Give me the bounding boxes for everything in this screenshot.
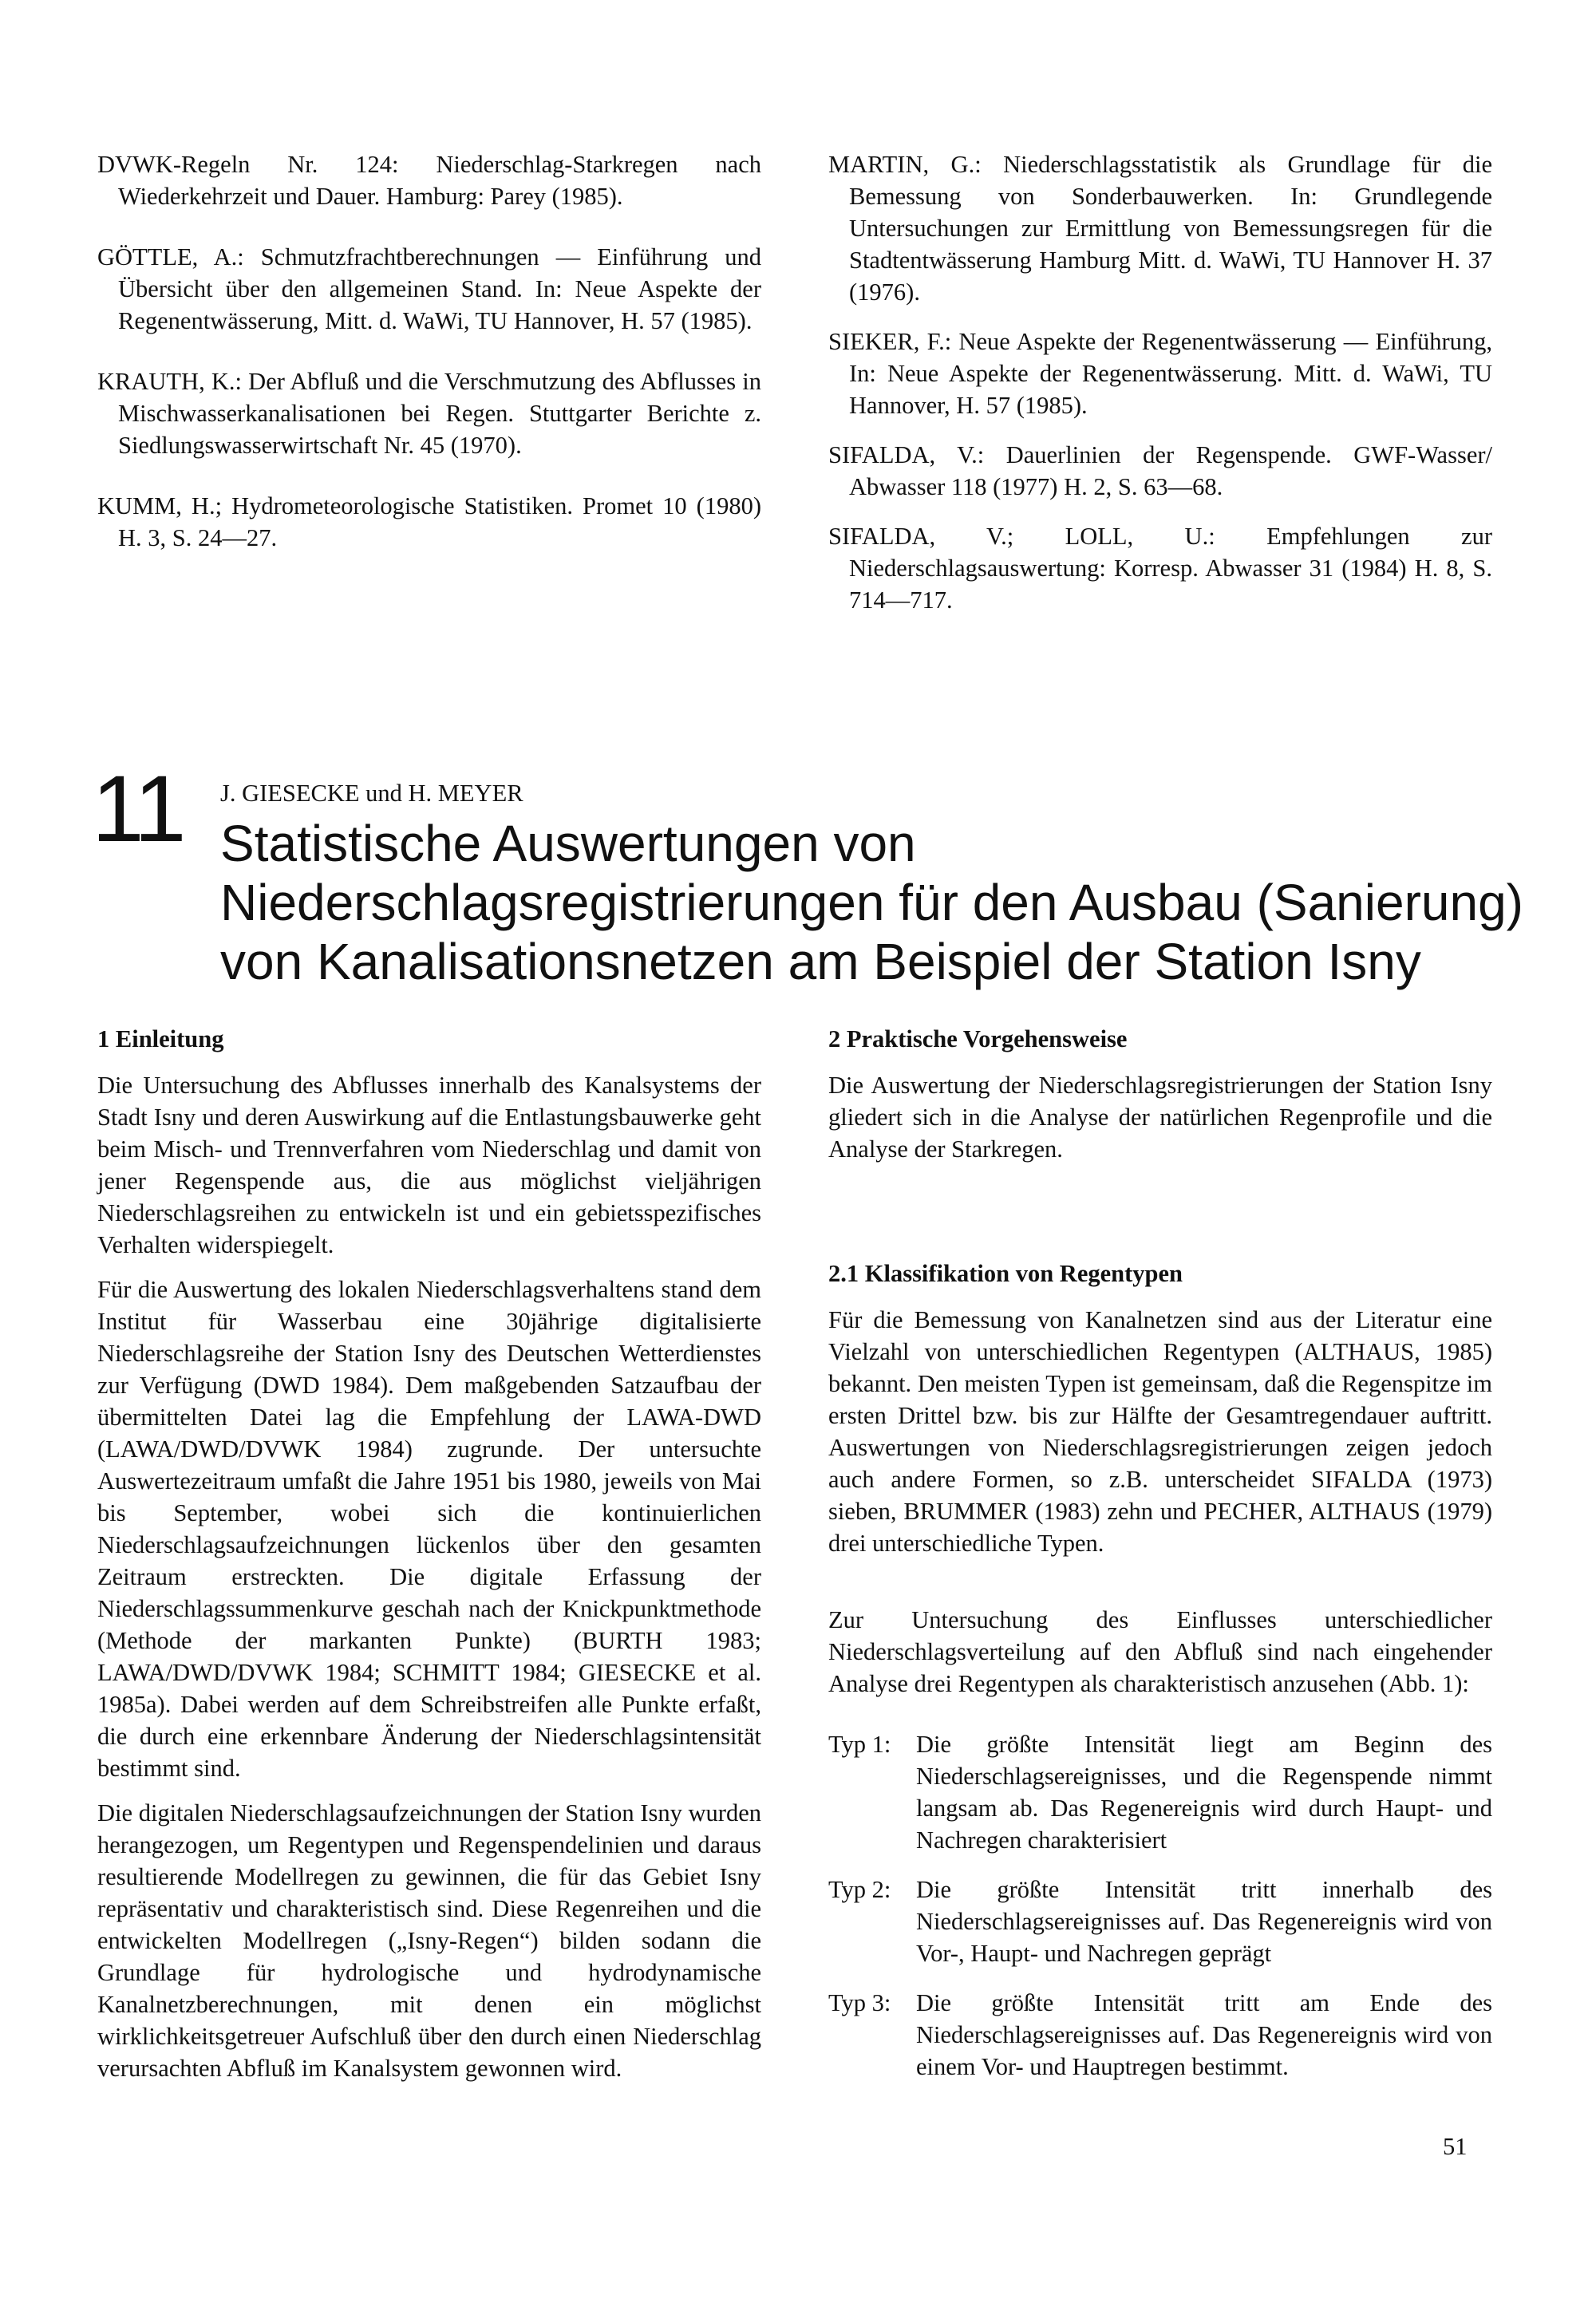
rain-type-item [828, 1874, 1492, 1969]
references-right [828, 148, 1492, 616]
body-paragraph: Für die Bemessung von Kanalnetzen sind aus der Literatur eine Vielzahl von unterschiedlichen Regentypen (ALTHAUS, 1985) bekannt. Den meisten Typen ist gemeinsam, daß die Regenspitze im ersten Drittel bzw. bis zur Hälfte der Gesamtregendauer auftritt. Auswertungen von Niederschlagsregistrierungen zeigen jedoch auch andere Formen, so z.B. unterscheidet SIFALDA (1973) sieben, BRUMMER (1983) zehn und PECHER, ALTHAUS (1979) drei unterschiedliche Typen. [828, 1306, 1492, 1557]
rain-type-text: Die größte Intensität liegt am Beginn des Niederschlagsereignisses, und die Regenspende nimmt langsam ab. Das Regenereignis wird durch Haupt- und Nachregen charakterisiert [916, 1731, 1492, 1854]
reference-entry: SIFALDA, V.; LOLL, U.: Empfehlungen zur Niederschlagsauswertung: Korresp. Abwasser 31 (1984) H. 8, S. 714—717. [828, 523, 1492, 614]
rain-type-item [828, 1987, 1492, 2083]
reference-entry: GÖTTLE, A.: Schmutzfrachtberechnungen — Einführung und Übersicht über den allgemeinen Stand. In: Neue Aspekte der Regenentwässerung, Mitt. d. WaWi, TU Hannover, H. 57 (1985). [97, 243, 761, 334]
reference-entry: MARTIN, G.: Niederschlagsstatistik als Grundlage für die Bemessung von Sonderbauwerken. In: Grundlegende Untersuchungen zur Ermittlung von Bemessungsregen für die Stadtentwässerung Hamburg Mitt. d. WaWi, TU Hannover H. 37 (1976). [828, 151, 1492, 306]
body-paragraph: Für die Auswertung des lokalen Niederschlagsverhaltens stand dem Institut für Wasserbau eine 30jährige digitalisierte Niederschlagsreihe der Station Isny des Deutschen Wetterdienstes zur Verfügung (DWD 1984). Dem maßgebenden Satzaufbau der übermittelten Datei lag die Empfehlung der LAWA-DWD (LAWA/DWD/DVWK 1984) zugrunde. Der untersuchte Auswertezeitraum umfaßt die Jahre 1951 bis 1980, jeweils von Mai bis September, wobei sich die kontinuierlichen Niederschlagsaufzeichnungen lückenlos über den gesamten Zeitraum erstreckten. Die digitale Erfassung der Niederschlagssummenkurve geschah nach der Knickpunktmethode (Methode der markanten Punkte) (BURTH 1983; LAWA/DWD/DVWK 1984; SCHMITT 1984; GIESECKE et al. 1985a). Dabei werden auf dem Schreibstreifen alle Punkte erfaßt, die durch eine erkennbare Änderung der Niederschlagsintensität bestimmt sind. [97, 1276, 761, 1782]
rain-type-label: Typ 2: [828, 1876, 891, 1903]
section-2-1-heading: 2.1 Klassifikation von Regentypen [828, 1260, 1183, 1287]
body-paragraph: Die Auswertung der Niederschlagsregistrierungen der Station Isny gliedert sich in die Analyse der natürlichen Regenprofile und die Analyse der Starkregen. [828, 1072, 1492, 1163]
section-1-heading: 1 Einleitung [97, 1025, 224, 1052]
reference-entry: SIFALDA, V.: Dauerlinien der Regenspende. GWF-Wasser/ Abwasser 118 (1977) H. 2, S. 63—68. [828, 441, 1492, 500]
rain-type-text: Die größte Intensität tritt innerhalb des Niederschlagsereignisses auf. Das Regenereignis wird von Vor-, Haupt- und Nachregen geprägt [916, 1876, 1492, 1967]
rain-type-label: Typ 3: [828, 1989, 891, 2016]
chapter-number: 11 [92, 756, 184, 862]
body-paragraph: Die digitalen Niederschlagsaufzeichnungen der Station Isny wurden herangezogen, um Regentypen und Regenspendelinien und daraus resultierende Modellregen zu gewinnen, die für das Gebiet Isny repräsentativ und charakteristisch sind. Diese Regenreihen und die entwickelten Modellregen („Isny-Regen“) bilden sodann die Grundlage für hydrologische und hydrodynamische Kanalnetzberechnungen, mit denen ein möglichst wirklichkeitsgetreuer Aufschluß über den durch einen Niederschlag verursachten Abfluß im Kanalsystem gewonnen wird. [97, 1799, 761, 2082]
section-2-heading: 2 Praktische Vorgehensweise [828, 1025, 1128, 1052]
rain-type-label: Typ 1: [828, 1731, 891, 1758]
rain-type-text: Die größte Intensität tritt am Ende des Niederschlagsereignisses auf. Das Regenereignis wird von einem Vor- und Hauptregen bestimmt. [916, 1989, 1492, 2080]
body-paragraph: Zur Untersuchung des Einflusses unterschiedlicher Niederschlagsverteilung auf den Abfluß sind nach eingehender Analyse drei Regentypen als charakteristisch anzusehen (Abb. 1): [828, 1606, 1492, 1697]
left-column-body [97, 1023, 761, 2084]
right-column-body [828, 1023, 1492, 2083]
reference-entry: KRAUTH, K.: Der Abfluß und die Verschmutzung des Abflusses in Mischwasserkanalisationen bei Regen. Stuttgarter Berichte z. Siedlungswasserwirtschaft Nr. 45 (1970). [97, 368, 761, 459]
reference-entry: SIEKER, F.: Neue Aspekte der Regenentwässerung — Einführung, In: Neue Aspekte der Regenentwässerung. Mitt. d. WaWi, TU Hannover, H. 57 (1985). [828, 328, 1492, 419]
reference-entry: KUMM, H.; Hydrometeorologische Statistiken. Promet 10 (1980) H. 3, S. 24—27. [97, 492, 761, 551]
chapter-title: Statistische Auswertungen von Niederschlagsregistrierungen für den Ausbau (Sanierung) von Kanalisationsnetzen am Beispiel der Station Isny [220, 815, 1523, 990]
reference-entry: DVWK-Regeln Nr. 124: Niederschlag-Starkregen nach Wiederkehrzeit und Dauer. Hamburg: Parey (1985). [97, 151, 761, 210]
rain-type-item [828, 1728, 1492, 1856]
chapter-authors: J. GIESECKE und H. MEYER [220, 780, 523, 807]
references-left [97, 148, 761, 554]
body-paragraph: Die Untersuchung des Abflusses innerhalb des Kanalsystems der Stadt Isny und deren Auswirkung auf die Entlastungsbauwerke geht beim Misch- und Trennverfahren vom Niederschlag und damit von jener Regenspende aus, die aus möglichst vieljährigen Niederschlagsreihen zu entwickeln ist und ein gebietsspezifisches Verhalten widerspiegelt. [97, 1072, 761, 1258]
page-number: 51 [1443, 2133, 1468, 2160]
